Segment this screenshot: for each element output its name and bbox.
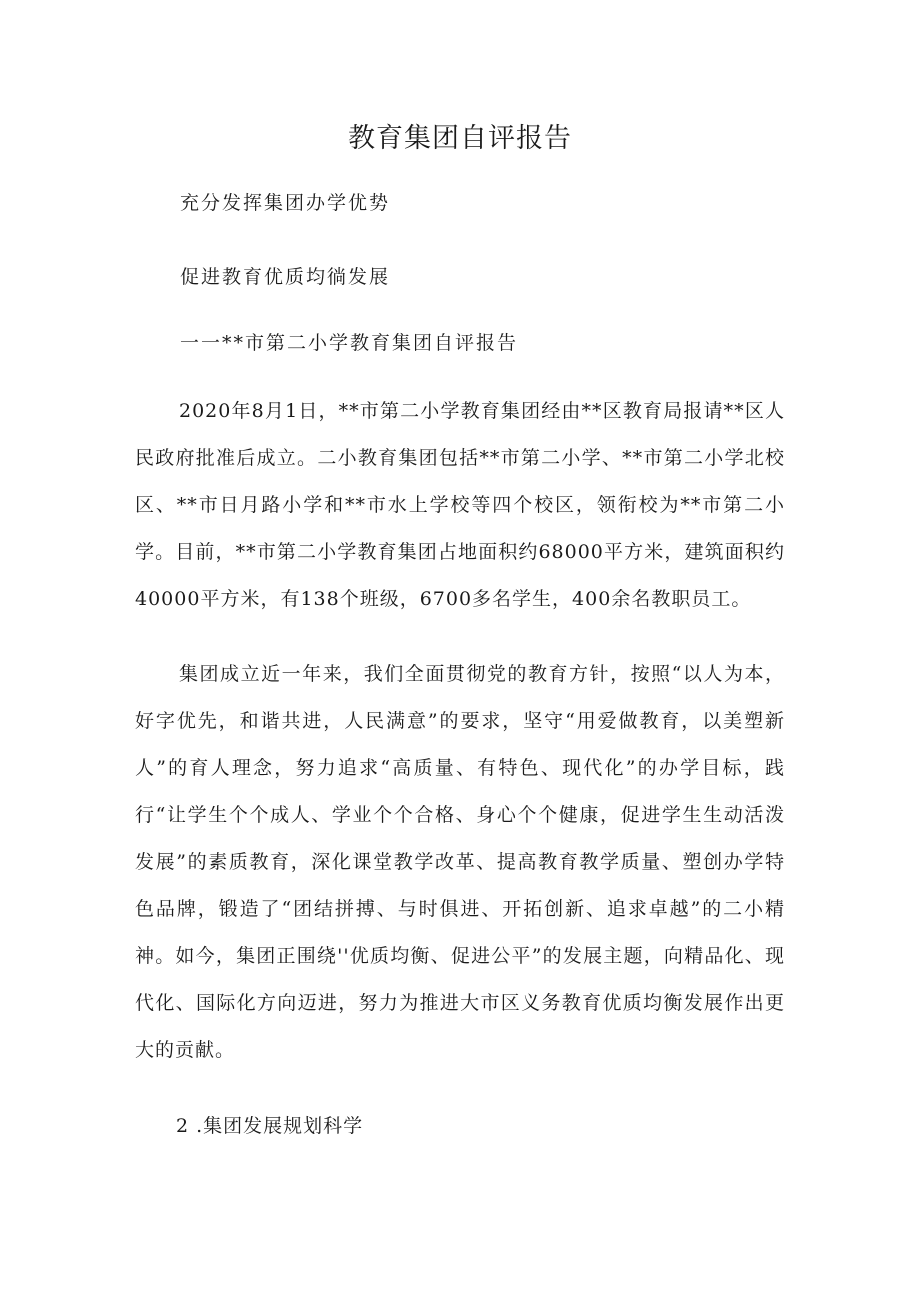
paragraph-mission: 集团成立近一年来，我们全面贯彻党的教育方针，按照“以人为本，好字优先，和谐共进，人民满意”的要求，坚守“用爱做教育，以美塑新人”的育人理念，努力追求“高质量、有特色、现代化”的办学目标，践行“让学生个个成人、学业个个合格、身心个个健康，促进学生生动活泼发展”的素质教育，深化课堂教学改革、提高教育教学质量、塑创办学特色品牌，锻造了“团结拼搏、与时俱进、开拓创新、追求卓越”的二小精神。如今，集团正围绕''优质均衡、促进公平”的发展主题，向精品化、现代化、国际化方向迈进，努力为推进大市区义务教育优质均衡发展作出更大的贡献。 <box>135 663 785 1061</box>
paragraph-intro: 2020年8月1日，**市第二小学教育集团经由**区教育局报请**区人民政府批准后成立。二小教育集团包括**市第二小学、**市第二小学北校区、**市日月路小学和**市水上学校等四个校区，领衔校为**市第二小学。目前，**市第二小学教育集团占地面积约68000平方米，建筑面积约40000平方米，有138个班级，6700多名学生，400余名教职员工。 <box>135 400 785 610</box>
document-title: 教育集团自评报告 <box>348 123 572 154</box>
section-heading: 2 .集团发展规划科学 <box>176 1115 364 1137</box>
subtitle-line-3: 一一**市第二小学教育集团自评报告 <box>180 332 519 354</box>
subtitle-line-2: 促进教育优质均徜发展 <box>180 266 391 288</box>
subtitle-line-1: 充分发挥集团办学优势 <box>180 192 391 214</box>
